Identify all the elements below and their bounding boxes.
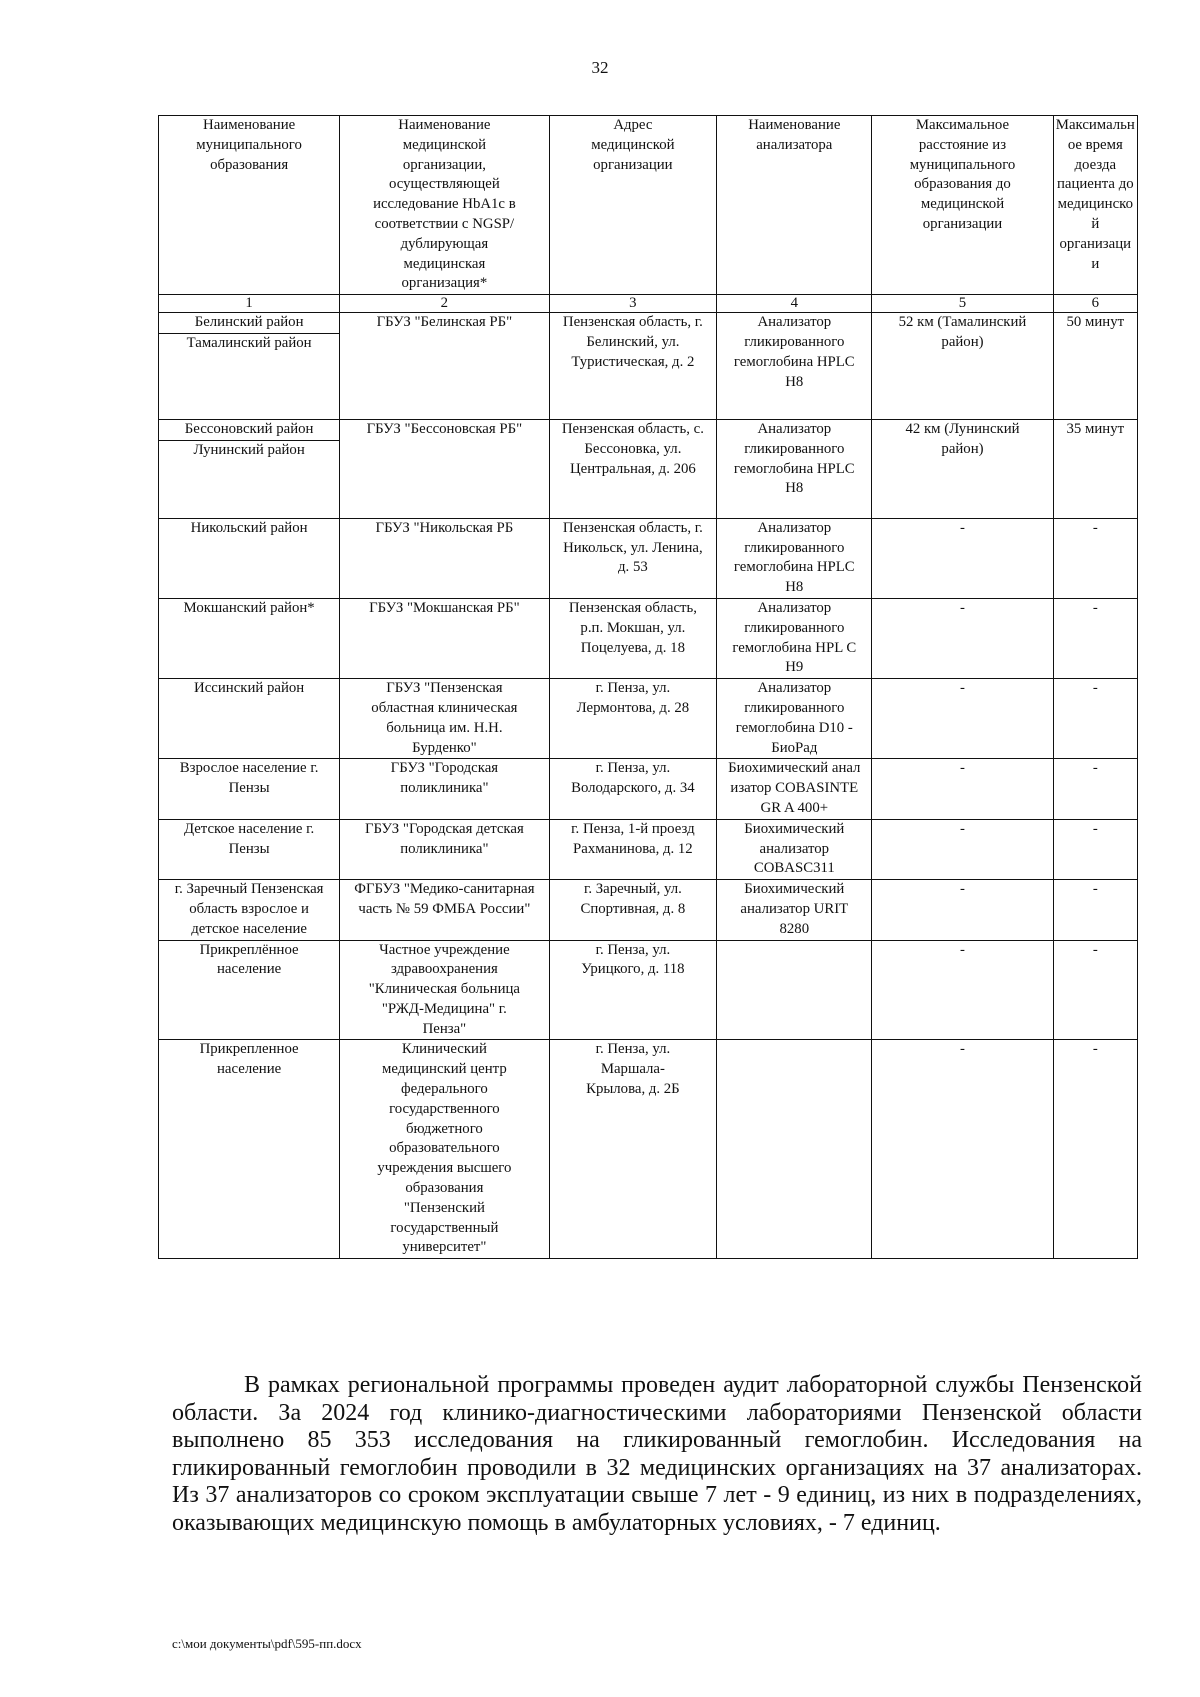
analyzer-cell: Анализатор гликированного гемоглобина HPLC H8 bbox=[717, 313, 872, 420]
municipality-cell: Прикреплённое население bbox=[159, 940, 340, 1040]
address-cell: г. Пенза, ул. Маршала-Крылова, д. 2Б bbox=[549, 1040, 717, 1259]
column-number: 6 bbox=[1053, 295, 1137, 313]
distance-cell: 42 км (Лунинский район) bbox=[872, 419, 1053, 518]
organization-cell: ФГБУЗ "Медико-санитарная часть № 59 ФМБА России" bbox=[340, 880, 549, 940]
distance-cell: - bbox=[872, 518, 1053, 598]
time-cell: - bbox=[1053, 518, 1137, 598]
table-row bbox=[159, 819, 1138, 879]
address-cell: Пензенская область, с. Бессоновка, ул. Центральная, д. 206 bbox=[549, 419, 717, 518]
table-row bbox=[159, 518, 1138, 598]
time-cell: - bbox=[1053, 819, 1137, 879]
column-number: 3 bbox=[549, 295, 717, 313]
analyzer-cell: Биохимический анализатор COBASINTEGR A 400+ bbox=[717, 759, 872, 819]
time-cell: - bbox=[1053, 1040, 1137, 1259]
distance-cell: - bbox=[872, 1040, 1053, 1259]
distance-cell: 52 км (Тамалинский район) bbox=[872, 313, 1053, 420]
address-cell: г. Пенза, ул. Урицкого, д. 118 bbox=[549, 940, 717, 1040]
column-number: 2 bbox=[340, 295, 549, 313]
organization-cell: ГБУЗ "Белинская РБ" bbox=[340, 313, 549, 420]
table-row bbox=[159, 313, 1138, 334]
municipality-cell: Взрослое население г. Пензы bbox=[159, 759, 340, 819]
municipality-cell: Белинский район bbox=[159, 313, 340, 334]
address-cell: г. Пенза, ул. Лермонтова, д. 28 bbox=[549, 679, 717, 759]
organization-cell: Клинический медицинский центр федерального государственного бюджетного образовательного учреждения высшего образования "Пензенский государственный университет" bbox=[340, 1040, 549, 1259]
time-cell: - bbox=[1053, 598, 1137, 678]
distance-cell: - bbox=[872, 679, 1053, 759]
time-cell: - bbox=[1053, 940, 1137, 1040]
organization-cell: ГБУЗ "Пензенская областная клиническая больница им. Н.Н. Бурденко" bbox=[340, 679, 549, 759]
analyzer-cell bbox=[717, 1040, 872, 1259]
address-cell: г. Пенза, 1-й проезд Рахманинова, д. 12 bbox=[549, 819, 717, 879]
header-max-distance: Максимальное расстояние из муниципального образования до медицинской организации bbox=[872, 116, 1053, 295]
organization-cell: ГБУЗ "Городская детская поликлиника" bbox=[340, 819, 549, 879]
municipality-cell: Тамалинский район bbox=[159, 333, 340, 419]
distance-cell: - bbox=[872, 819, 1053, 879]
organization-cell: ГБУЗ "Городская поликлиника" bbox=[340, 759, 549, 819]
time-cell: - bbox=[1053, 880, 1137, 940]
analyzer-cell bbox=[717, 940, 872, 1040]
table-row bbox=[159, 940, 1138, 1040]
column-number-row bbox=[159, 295, 1138, 313]
time-cell: 50 минут bbox=[1053, 313, 1137, 420]
time-cell: - bbox=[1053, 679, 1137, 759]
distance-cell: - bbox=[872, 940, 1053, 1040]
organization-cell: ГБУЗ "Никольская РБ bbox=[340, 518, 549, 598]
table-row bbox=[159, 880, 1138, 940]
table-row bbox=[159, 759, 1138, 819]
table-row bbox=[159, 419, 1138, 440]
analyzers-table bbox=[158, 115, 1138, 1259]
distance-cell: - bbox=[872, 598, 1053, 678]
address-cell: г. Заречный, ул. Спортивная, д. 8 bbox=[549, 880, 717, 940]
municipality-cell: Иссинский район bbox=[159, 679, 340, 759]
time-cell: - bbox=[1053, 759, 1137, 819]
table-header-row bbox=[159, 116, 1138, 295]
organization-cell: ГБУЗ "Мокшанская РБ" bbox=[340, 598, 549, 678]
address-cell: Пензенская область, г. Белинский, ул. Туристическая, д. 2 bbox=[549, 313, 717, 420]
address-cell: г. Пенза, ул. Володарского, д. 34 bbox=[549, 759, 717, 819]
distance-cell: - bbox=[872, 759, 1053, 819]
analyzer-cell: Анализатор гликированного гемоглобина HPLC H8 bbox=[717, 419, 872, 518]
municipality-cell: г. Заречный Пензенская область взрослое и детское население bbox=[159, 880, 340, 940]
analyzer-cell: Анализатор гликированного гемоглобина HPL C H9 bbox=[717, 598, 872, 678]
column-number: 4 bbox=[717, 295, 872, 313]
address-cell: Пензенская область, р.п. Мокшан, ул. Поцелуева, д. 18 bbox=[549, 598, 717, 678]
table-row bbox=[159, 598, 1138, 678]
address-cell: Пензенская область, г. Никольск, ул. Ленина, д. 53 bbox=[549, 518, 717, 598]
municipality-cell: Никольский район bbox=[159, 518, 340, 598]
analyzer-cell: Анализатор гликированного гемоглобина HPLC H8 bbox=[717, 518, 872, 598]
analyzer-cell: Анализатор гликированного гемоглобина D10 - БиоРад bbox=[717, 679, 872, 759]
header-address: Адрес медицинской организации bbox=[549, 116, 717, 295]
municipality-cell: Бессоновский район bbox=[159, 419, 340, 440]
column-number: 1 bbox=[159, 295, 340, 313]
distance-cell: - bbox=[872, 880, 1053, 940]
header-max-time: Максимальное время доезда пациента до медицинской организации bbox=[1053, 116, 1137, 295]
header-analyzer: Наименование анализатора bbox=[717, 116, 872, 295]
column-number: 5 bbox=[872, 295, 1053, 313]
municipality-cell: Лунинский район bbox=[159, 440, 340, 518]
time-cell: 35 минут bbox=[1053, 419, 1137, 518]
table-row bbox=[159, 679, 1138, 759]
municipality-cell: Мокшанский район* bbox=[159, 598, 340, 678]
analyzer-cell: Биохимический анализатор COBASC311 bbox=[717, 819, 872, 879]
page-number: 32 bbox=[591, 58, 609, 77]
header-organization: Наименование медицинской организации, осуществляющей исследование HbA1c в соответствии с NGSP/дублирующая медицинская организация* bbox=[340, 116, 549, 295]
municipality-cell: Прикрепленное население bbox=[159, 1040, 340, 1259]
organization-cell: ГБУЗ "Бессоновская РБ" bbox=[340, 419, 549, 518]
footer-file-path: c:\мои документы\pdf\595-пп.docx bbox=[172, 1636, 362, 1651]
body-paragraph: В рамках региональной программы проведен аудит лабораторной службы Пензенской области. За 2024 год клинико-диагностическими лабораториями Пензенской области выполнено 85 353 исследования на гликированный гемоглобин. Исследования на гликированный гемоглобин проводили в 32 медицинских организациях на 37 анализаторах. Из 37 анализаторов со сроком эксплуатации свыше 7 лет - 9 единиц, из них в подразделениях, оказывающих медицинскую помощь в амбулаторных условиях, - 7 единиц. bbox=[172, 1372, 1142, 1536]
organization-cell: Частное учреждение здравоохранения "Клиническая больница "РЖД-Медицина" г. Пенза" bbox=[340, 940, 549, 1040]
analyzer-cell: Биохимический анализатор URIT 8280 bbox=[717, 880, 872, 940]
header-municipality: Наименование муниципального образования bbox=[159, 116, 340, 295]
municipality-cell: Детское население г. Пензы bbox=[159, 819, 340, 879]
table-row bbox=[159, 1040, 1138, 1259]
